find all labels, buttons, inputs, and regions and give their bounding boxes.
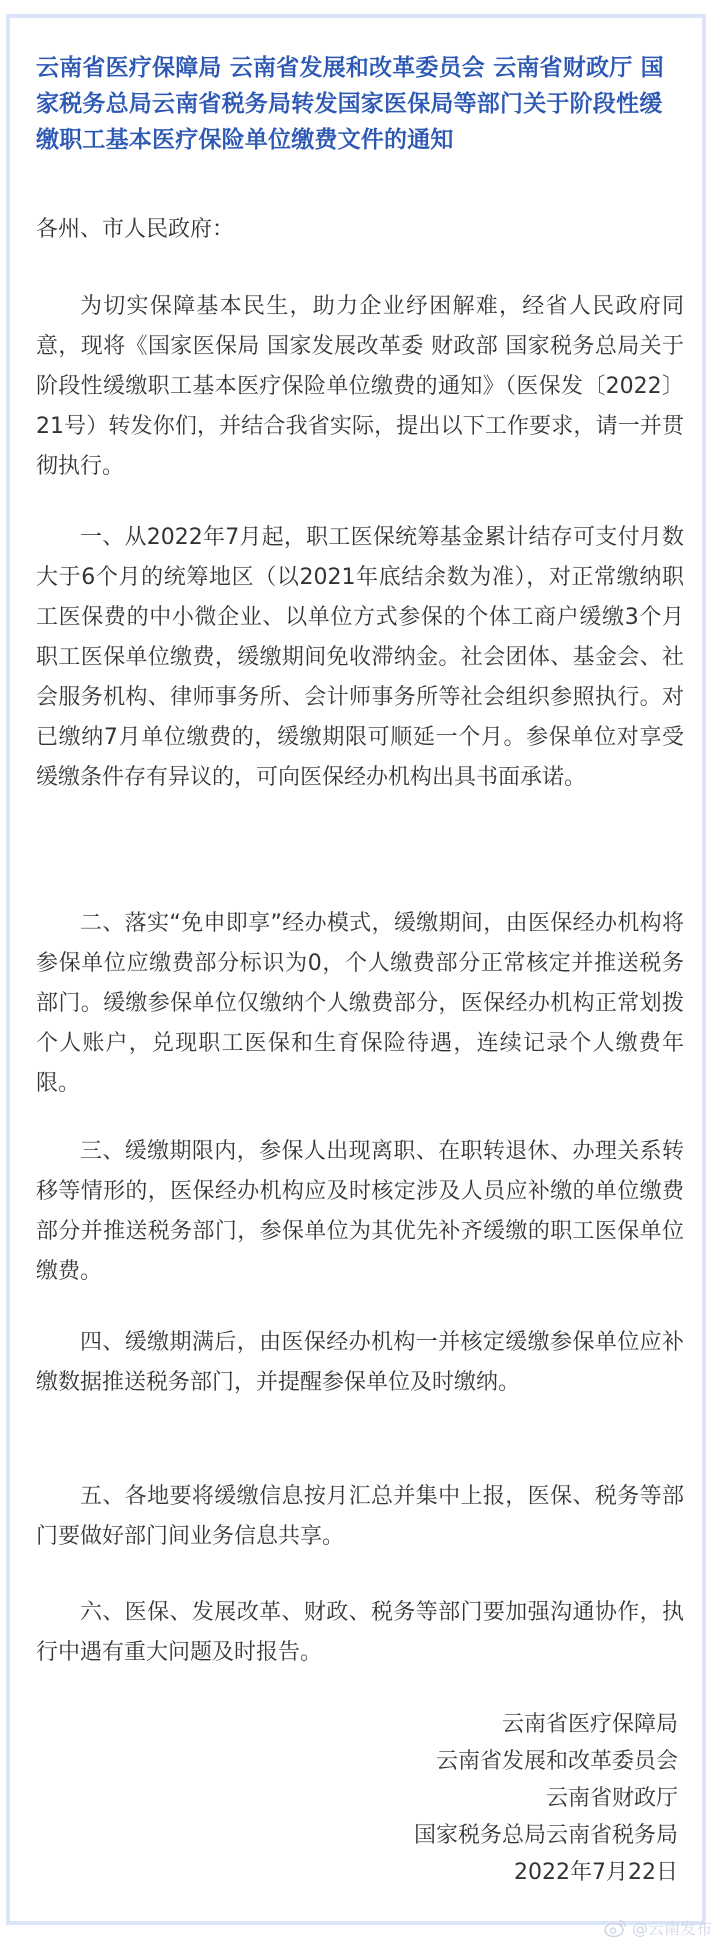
paragraph-item-3: 三、缓缴期限内，参保人出现离职、在职转退休、办理关系转移等情形的，医保经办机构应及时核定涉及人员应补缴的单位缴费部分并推送税务部门，参保单位为其优先补齐缓缴的职工医保单位缴费。	[36, 1139, 684, 1284]
signature-block	[414, 1706, 678, 1891]
signature-medical-security-bureau: 云南省医疗保障局	[501, 1712, 678, 1737]
paragraph-item-5: 五、各地要将缓缴信息按月汇总并集中上报，医保、税务等部门要做好部门间业务信息共享。	[36, 1484, 684, 1549]
watermark	[604, 1916, 712, 1939]
signature-development-reform-commission: 云南省发展和改革委员会	[435, 1749, 678, 1774]
signature-finance-department: 云南省财政厅	[545, 1786, 678, 1811]
notice-title: 云南省医疗保障局 云南省发展和改革委员会 云南省财政厅 国家税务总局云南省税务局转发国家医保局等部门关于阶段性缓缴职工基本医疗保险单位缴费文件的通知	[36, 55, 664, 153]
paragraph-item-6: 六、医保、发展改革、财政、税务等部门要加强沟通协作，执行中遇有重大问题及时报告。	[36, 1600, 684, 1665]
paragraph-intro: 为切实保障基本民生，助力企业纾困解难，经省人民政府同意，现将《国家医保局 国家发展改革委 财政部 国家税务总局关于阶段性缓缴职工基本医疗保险单位缴费的通知》（医保发〔2022〕21号）转发你们，并结合我省实际，提出以下工作要求，请一并贯彻执行。	[36, 294, 684, 479]
document-date: 2022年7月22日	[514, 1860, 678, 1885]
salutation: 各州、市人民政府：	[36, 217, 235, 242]
paragraph-item-4: 四、缓缴期满后，由医保经办机构一并核定缓缴参保单位应补缴数据推送税务部门，并提醒参保单位及时缴纳。	[36, 1330, 684, 1395]
paragraph-item-1: 一、从2022年7月起，职工医保统筹基金累计结存可支付月数大于6个月的统筹地区（以2021年底结余数为准），对正常缴纳职工医保费的中小微企业、以单位方式参保的个体工商户缓缴3个月职工医保单位缴费，缓缴期间免收滞纳金。社会团体、基金会、社会服务机构、律师事务所、会计师事务所等社会组织参照执行。对已缴纳7月单位缴费的，缓缴期限可顺延一个月。参保单位对享受缓缴条件存有异议的，可向医保经办机构出具书面承诺。	[36, 525, 684, 790]
weibo-logo-icon	[604, 1918, 628, 1938]
watermark-text: @云南发布	[631, 1919, 712, 1938]
paragraph-item-2: 二、落实“免申即享”经办模式，缓缴期间，由医保经办机构将参保单位应缴费部分标识为0，个人缴费部分正常核定并推送税务部门。缓缴参保单位仅缴纳个人缴费部分，医保经办机构正常划拨个人账户，兑现职工医保和生育保险待遇，连续记录个人缴费年限。	[36, 911, 684, 1096]
signature-tax-bureau: 国家税务总局云南省税务局	[413, 1823, 678, 1848]
